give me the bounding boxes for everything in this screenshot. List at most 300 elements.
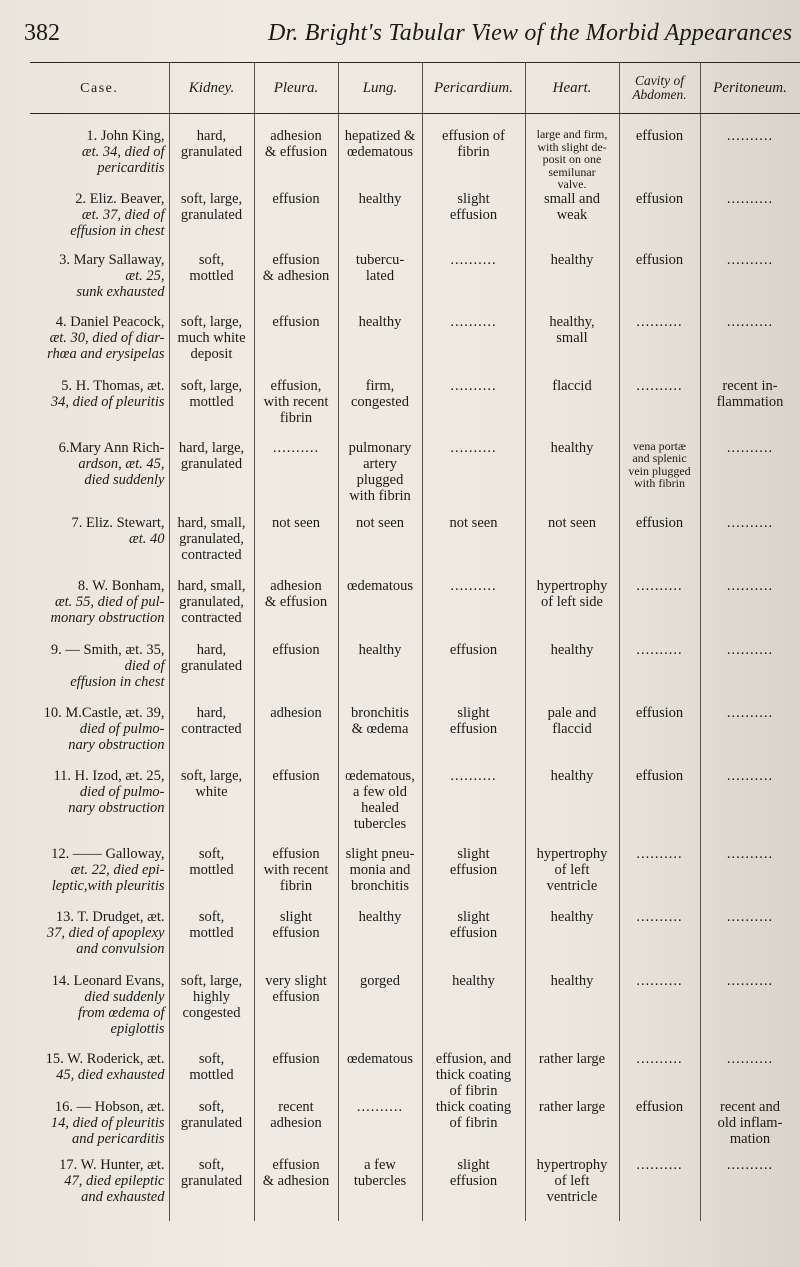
cell-line: effusion	[272, 1156, 320, 1173]
cell-line: ..........	[450, 439, 497, 456]
pleura-cell	[254, 252, 338, 314]
peritoneum-cell	[700, 768, 800, 846]
pleura-cell	[254, 846, 338, 909]
peritoneum-cell	[700, 909, 800, 973]
cavity-of-abdomen-cell	[619, 191, 700, 252]
table-row	[30, 314, 800, 378]
pleura-cell	[254, 578, 338, 642]
cell-line: & œdema	[351, 720, 409, 737]
cell-line: effusion	[635, 767, 684, 784]
cell-line: granulated,	[179, 530, 244, 547]
cell-line: effusion	[449, 861, 498, 878]
cell-line: posit on one	[542, 152, 602, 166]
cavity-of-abdomen-cell	[619, 705, 700, 768]
cell-line: ..........	[726, 767, 774, 784]
cell-line: effusion	[635, 128, 684, 144]
cell-line: fibrin	[279, 409, 313, 426]
kidney-cell	[169, 440, 254, 515]
table-row	[30, 440, 800, 515]
cell-line: mottled	[189, 393, 234, 410]
cell-line: healthy	[452, 972, 495, 989]
case-line: ardson, æt. 45,	[78, 455, 165, 472]
cell-line: effusion	[272, 845, 320, 862]
heart-cell	[525, 973, 619, 1051]
header-spacer-row	[30, 114, 800, 129]
pleura-cell	[254, 191, 338, 252]
lung-cell	[338, 128, 422, 191]
cell-line: with recent	[263, 393, 329, 410]
page-header	[0, 14, 800, 54]
table-header-row	[30, 63, 800, 114]
case-cell	[30, 768, 169, 846]
cavity-of-abdomen-cell	[619, 515, 700, 578]
cell-line: & effusion	[264, 593, 328, 610]
column-header-lung: Lung.	[338, 63, 422, 114]
cell-line: effusion	[272, 767, 320, 784]
cell-line: ..........	[636, 845, 683, 862]
lung-cell	[338, 846, 422, 909]
cell-line: & adhesion	[262, 1172, 330, 1189]
cell-line: ..........	[726, 1156, 774, 1173]
cell-line: adhesion	[270, 128, 322, 144]
cell-line: slight	[457, 1156, 490, 1173]
peritoneum-cell	[700, 846, 800, 909]
cell-line: contracted	[181, 720, 242, 737]
case-line: æt. 30, died of diar-	[49, 329, 165, 346]
cell-line: mottled	[189, 924, 234, 941]
cell-line: ..........	[636, 641, 683, 658]
cell-line: effusion	[449, 206, 498, 223]
cell-line: with slight de-	[537, 139, 607, 154]
case-cell	[30, 642, 169, 705]
pericardium-cell	[422, 191, 525, 252]
case-line: 9. — Smith, æt. 35,	[50, 641, 165, 658]
pericardium-cell	[422, 578, 525, 642]
lung-cell	[338, 1099, 422, 1157]
peritoneum-cell	[700, 578, 800, 642]
cavity-of-abdomen-cell	[619, 1157, 700, 1221]
kidney-cell	[169, 846, 254, 909]
lung-cell	[338, 378, 422, 440]
cell-line: ..........	[726, 577, 774, 594]
lung-cell	[338, 252, 422, 314]
heart-cell	[525, 1099, 619, 1157]
kidney-cell	[169, 578, 254, 642]
cell-line: ..........	[636, 972, 683, 989]
cavity-of-abdomen-cell	[619, 1099, 700, 1157]
cell-line: weak	[556, 206, 588, 223]
case-line: 13. T. Drudget, æt.	[55, 908, 165, 925]
cell-line: with fibrin	[349, 487, 411, 504]
cell-line: hypertrophy	[536, 577, 608, 594]
cavity-of-abdomen-cell	[619, 768, 700, 846]
cell-line: effusion	[272, 1050, 320, 1067]
cell-line: mation	[729, 1130, 771, 1147]
cell-line: of left	[554, 1172, 590, 1189]
cell-line: recent in-	[722, 377, 778, 394]
cell-line: of left side	[540, 593, 603, 610]
kidney-cell	[169, 642, 254, 705]
cavity-of-abdomen-cell	[619, 846, 700, 909]
heart-cell	[525, 252, 619, 314]
cavity-of-abdomen-cell	[619, 314, 700, 378]
cell-line: not seen	[356, 514, 404, 531]
cell-line: tubercles	[353, 1172, 407, 1189]
cell-line: not seen	[449, 514, 498, 531]
case-line: 11. H. Izod, æt. 25,	[53, 767, 165, 784]
pleura-cell	[254, 768, 338, 846]
case-line: 3. Mary Sallaway,	[59, 251, 165, 268]
kidney-cell	[169, 252, 254, 314]
cell-line: mottled	[189, 267, 234, 284]
cell-line: effusion	[449, 924, 498, 941]
cell-line: effusion, and	[435, 1050, 512, 1067]
cell-line: hard, small,	[177, 577, 246, 594]
pericardium-cell	[422, 1099, 525, 1157]
pleura-cell	[254, 909, 338, 973]
cell-line: fibrin	[457, 144, 490, 160]
cell-line: pale and	[547, 704, 597, 721]
kidney-cell	[169, 314, 254, 378]
cell-line: œdematous,	[345, 767, 415, 784]
case-line: died of pulmo-	[79, 720, 165, 737]
cavity-of-abdomen-cell	[619, 578, 700, 642]
cell-line: healthy	[550, 972, 594, 989]
cell-line: soft, large,	[180, 190, 243, 207]
heart-cell	[525, 314, 619, 378]
column-header-kidney: Kidney.	[169, 63, 254, 114]
running-title: Dr. Bright's Tabular View of the Morbid Appearances	[268, 20, 793, 46]
case-line: 12. —— Galloway,	[51, 845, 165, 862]
cell-line: granulated,	[179, 593, 244, 610]
case-line: 1. John King,	[86, 128, 165, 144]
case-line: 14. Leonard Evans,	[51, 972, 165, 989]
kidney-cell	[169, 128, 254, 191]
cell-line: effusion	[635, 514, 684, 531]
cell-line: very slight	[265, 972, 327, 989]
cell-line: effusion	[272, 641, 320, 658]
cell-line: flaccid	[552, 377, 592, 394]
pleura-cell	[254, 1157, 338, 1221]
case-cell	[30, 515, 169, 578]
cell-line: hepatized &	[344, 128, 416, 144]
lung-cell	[338, 1051, 422, 1099]
cavity-of-abdomen-cell	[619, 909, 700, 973]
cell-line: effusion of	[442, 128, 505, 144]
heart-cell	[525, 440, 619, 515]
cell-line: soft, large,	[180, 972, 243, 989]
kidney-cell	[169, 191, 254, 252]
cell-line: healthy	[358, 641, 402, 658]
cell-line: tubercu-	[355, 251, 405, 268]
cell-line: soft,	[198, 1098, 225, 1115]
cell-line: ..........	[726, 439, 774, 456]
kidney-cell	[169, 768, 254, 846]
case-line: died of	[124, 657, 165, 674]
table-row	[30, 909, 800, 973]
cell-line: ventricle	[546, 877, 598, 894]
case-line: æt. 34, died of	[81, 144, 165, 160]
heart-cell	[525, 515, 619, 578]
case-cell	[30, 578, 169, 642]
cell-line: of fibrin	[449, 1082, 498, 1099]
case-cell	[30, 440, 169, 515]
cell-line: healthy	[550, 767, 594, 784]
cell-line: effusion	[449, 720, 498, 737]
case-cell	[30, 909, 169, 973]
heart-cell	[525, 768, 619, 846]
pericardium-cell	[422, 314, 525, 378]
cell-line: congested	[182, 1004, 241, 1021]
lung-cell	[338, 973, 422, 1051]
pericardium-cell	[422, 1157, 525, 1221]
cell-line: large and firm,	[536, 127, 608, 141]
cell-line: lated	[365, 267, 395, 284]
cell-line: thick coating	[435, 1098, 512, 1115]
kidney-cell	[169, 1157, 254, 1221]
cell-line: gorged	[359, 972, 400, 989]
cell-line: soft,	[198, 845, 225, 862]
cell-line: hypertrophy	[536, 1156, 608, 1173]
peritoneum-cell	[700, 128, 800, 191]
cell-line: healthy	[550, 908, 594, 925]
peritoneum-cell	[700, 515, 800, 578]
case-line: 45, died exhausted	[56, 1066, 165, 1083]
table-row	[30, 1157, 800, 1221]
pleura-cell	[254, 1051, 338, 1099]
case-line: from œdema of	[78, 1004, 165, 1021]
table-row	[30, 252, 800, 314]
cell-line: thick coating	[435, 1066, 512, 1083]
cell-line: hard,	[196, 128, 227, 144]
peritoneum-cell	[700, 1157, 800, 1221]
case-cell	[30, 252, 169, 314]
cell-line: hard, small,	[177, 514, 246, 531]
pericardium-cell	[422, 642, 525, 705]
cell-line: ..........	[636, 313, 683, 330]
cell-line: healthy,	[549, 313, 595, 330]
cell-line: healthy	[550, 251, 594, 268]
table-body	[30, 114, 800, 1221]
case-cell	[30, 128, 169, 191]
cell-line: effusion	[272, 924, 320, 941]
lung-cell	[338, 1157, 422, 1221]
cell-line: soft,	[198, 908, 225, 925]
cavity-of-abdomen-cell	[619, 440, 700, 515]
cell-line: flammation	[716, 393, 784, 410]
cell-line: vena portæ	[633, 438, 686, 453]
cell-line: œdematous	[346, 1050, 414, 1067]
cell-line: slight	[457, 190, 490, 207]
column-header-pericardium: Pericardium.	[422, 63, 525, 114]
cell-line: effusion	[272, 251, 320, 268]
cell-line: bronchitis	[351, 704, 409, 721]
cell-line: œdematous	[346, 577, 414, 594]
cavity-of-abdomen-cell	[619, 973, 700, 1051]
cell-line: effusion	[272, 988, 320, 1005]
case-cell	[30, 1099, 169, 1157]
kidney-cell	[169, 705, 254, 768]
case-cell	[30, 846, 169, 909]
table-row	[30, 128, 800, 191]
cell-line: flaccid	[552, 720, 592, 737]
peritoneum-cell	[700, 1051, 800, 1099]
table-row	[30, 642, 800, 705]
cell-line: healthy	[550, 439, 594, 456]
cell-line: effusion,	[270, 377, 322, 394]
case-line: died suddenly	[84, 471, 165, 488]
cell-line: effusion	[272, 313, 320, 330]
cell-line: effusion	[635, 1098, 684, 1115]
cell-line: ..........	[726, 514, 774, 531]
case-line: pericarditis	[97, 160, 165, 176]
cell-line: granulated	[180, 1114, 243, 1131]
case-line: and convulsion	[76, 940, 165, 957]
case-line: 6.Mary Ann Rich-	[58, 439, 165, 456]
column-header-cavity-of-abdomen: Cavity of Abdomen.	[619, 63, 700, 114]
cell-line: artery	[363, 455, 397, 472]
lung-cell	[338, 578, 422, 642]
cell-line: monia and	[349, 861, 411, 878]
table-row	[30, 578, 800, 642]
cell-line: effusion	[272, 190, 320, 207]
cell-line: healed	[361, 799, 399, 816]
cell-line: firm,	[365, 377, 395, 394]
case-line: æt. 22, died epi-	[70, 861, 165, 878]
table-row	[30, 191, 800, 252]
peritoneum-cell	[700, 440, 800, 515]
cell-line: mottled	[189, 1066, 234, 1083]
cell-line: and splenic	[632, 451, 687, 465]
cell-line: ..........	[450, 313, 497, 330]
cell-line: & adhesion	[262, 267, 330, 284]
cell-line: recent and	[720, 1098, 780, 1115]
cavity-of-abdomen-cell	[619, 1051, 700, 1099]
pericardium-cell	[422, 515, 525, 578]
cell-line: ..........	[726, 908, 774, 925]
cell-line: granulated	[180, 206, 243, 223]
pericardium-cell	[422, 440, 525, 515]
lung-cell	[338, 705, 422, 768]
peritoneum-cell	[700, 642, 800, 705]
case-line: effusion in chest	[70, 673, 165, 690]
cell-line: ..........	[726, 845, 774, 862]
cell-line: ..........	[356, 1098, 404, 1115]
lung-cell	[338, 314, 422, 378]
cell-line: granulated	[180, 455, 243, 472]
cell-line: effusion	[449, 641, 498, 658]
case-line: 47, died epileptic	[64, 1172, 165, 1189]
cell-line: highly	[192, 988, 231, 1005]
case-line: 37, died of apoplexy	[46, 924, 165, 941]
peritoneum-cell	[700, 378, 800, 440]
cell-line: mottled	[189, 861, 234, 878]
peritoneum-cell	[700, 314, 800, 378]
cell-line: much white	[177, 329, 246, 346]
cell-line: ..........	[450, 577, 497, 594]
case-line: died of pulmo-	[79, 783, 165, 800]
page-number: 382	[24, 20, 60, 46]
cell-line: a few	[364, 1156, 396, 1173]
peritoneum-cell	[700, 252, 800, 314]
cell-line: soft,	[198, 251, 225, 268]
column-header-heart: Heart.	[525, 63, 619, 114]
pleura-cell	[254, 973, 338, 1051]
pleura-cell	[254, 515, 338, 578]
lung-cell	[338, 191, 422, 252]
case-line: 10. M.Castle, æt. 39,	[43, 704, 165, 721]
heart-cell	[525, 705, 619, 768]
cell-line: adhesion	[270, 1114, 322, 1131]
peritoneum-cell	[700, 1099, 800, 1157]
cell-line: granulated	[180, 657, 243, 674]
cell-line: effusion	[635, 704, 684, 721]
cell-line: effusion	[635, 251, 684, 268]
case-cell	[30, 973, 169, 1051]
kidney-cell	[169, 1051, 254, 1099]
cell-line: adhesion	[270, 704, 322, 721]
cavity-of-abdomen-cell	[619, 642, 700, 705]
column-header-peritoneum: Peritoneum.	[700, 63, 800, 114]
pericardium-cell	[422, 252, 525, 314]
case-line: 17. W. Hunter, æt.	[59, 1156, 165, 1173]
case-cell	[30, 1157, 169, 1221]
heart-cell	[525, 909, 619, 973]
cell-line: ..........	[726, 128, 774, 144]
cell-line: ..........	[450, 377, 497, 394]
cavity-of-abdomen-cell	[619, 378, 700, 440]
cell-line: hard, large,	[178, 439, 245, 456]
case-line: leptic,with pleuritis	[51, 877, 165, 894]
cell-line: fibrin	[279, 877, 313, 894]
cell-line: vein plugged	[628, 463, 691, 478]
case-cell	[30, 314, 169, 378]
case-line: and exhausted	[81, 1188, 165, 1205]
cell-line: healthy	[550, 641, 594, 658]
cell-line: slight	[457, 704, 490, 721]
cell-line: & effusion	[264, 144, 328, 160]
cell-line: contracted	[181, 546, 242, 563]
cell-line: soft,	[198, 1156, 225, 1173]
case-line: nary obstruction	[68, 799, 165, 816]
cell-line: ventricle	[546, 1188, 598, 1205]
kidney-cell	[169, 909, 254, 973]
cell-line: slight	[279, 908, 313, 925]
cell-line: soft, large,	[180, 767, 243, 784]
case-cell	[30, 191, 169, 252]
cell-line: soft, large,	[180, 313, 243, 330]
cavity-of-abdomen-cell	[619, 252, 700, 314]
peritoneum-cell	[700, 973, 800, 1051]
case-line: 7. Eliz. Stewart,	[71, 514, 165, 531]
cell-line: old inflam-	[717, 1114, 783, 1131]
pericardium-cell	[422, 768, 525, 846]
heart-cell	[525, 191, 619, 252]
lung-cell	[338, 440, 422, 515]
cell-line: not seen	[548, 514, 596, 531]
kidney-cell	[169, 515, 254, 578]
cell-line: hard,	[196, 704, 227, 721]
case-line: died suddenly	[84, 988, 165, 1005]
case-line: epiglottis	[110, 1020, 165, 1037]
cell-line: rather large	[538, 1098, 606, 1115]
cell-line: small	[556, 329, 588, 346]
table-row	[30, 1051, 800, 1099]
case-line: 5. H. Thomas, æt.	[61, 377, 165, 394]
pericardium-cell	[422, 128, 525, 191]
case-line: 15. W. Roderick, æt.	[45, 1050, 165, 1067]
cell-line: slight pneu-	[345, 845, 415, 862]
